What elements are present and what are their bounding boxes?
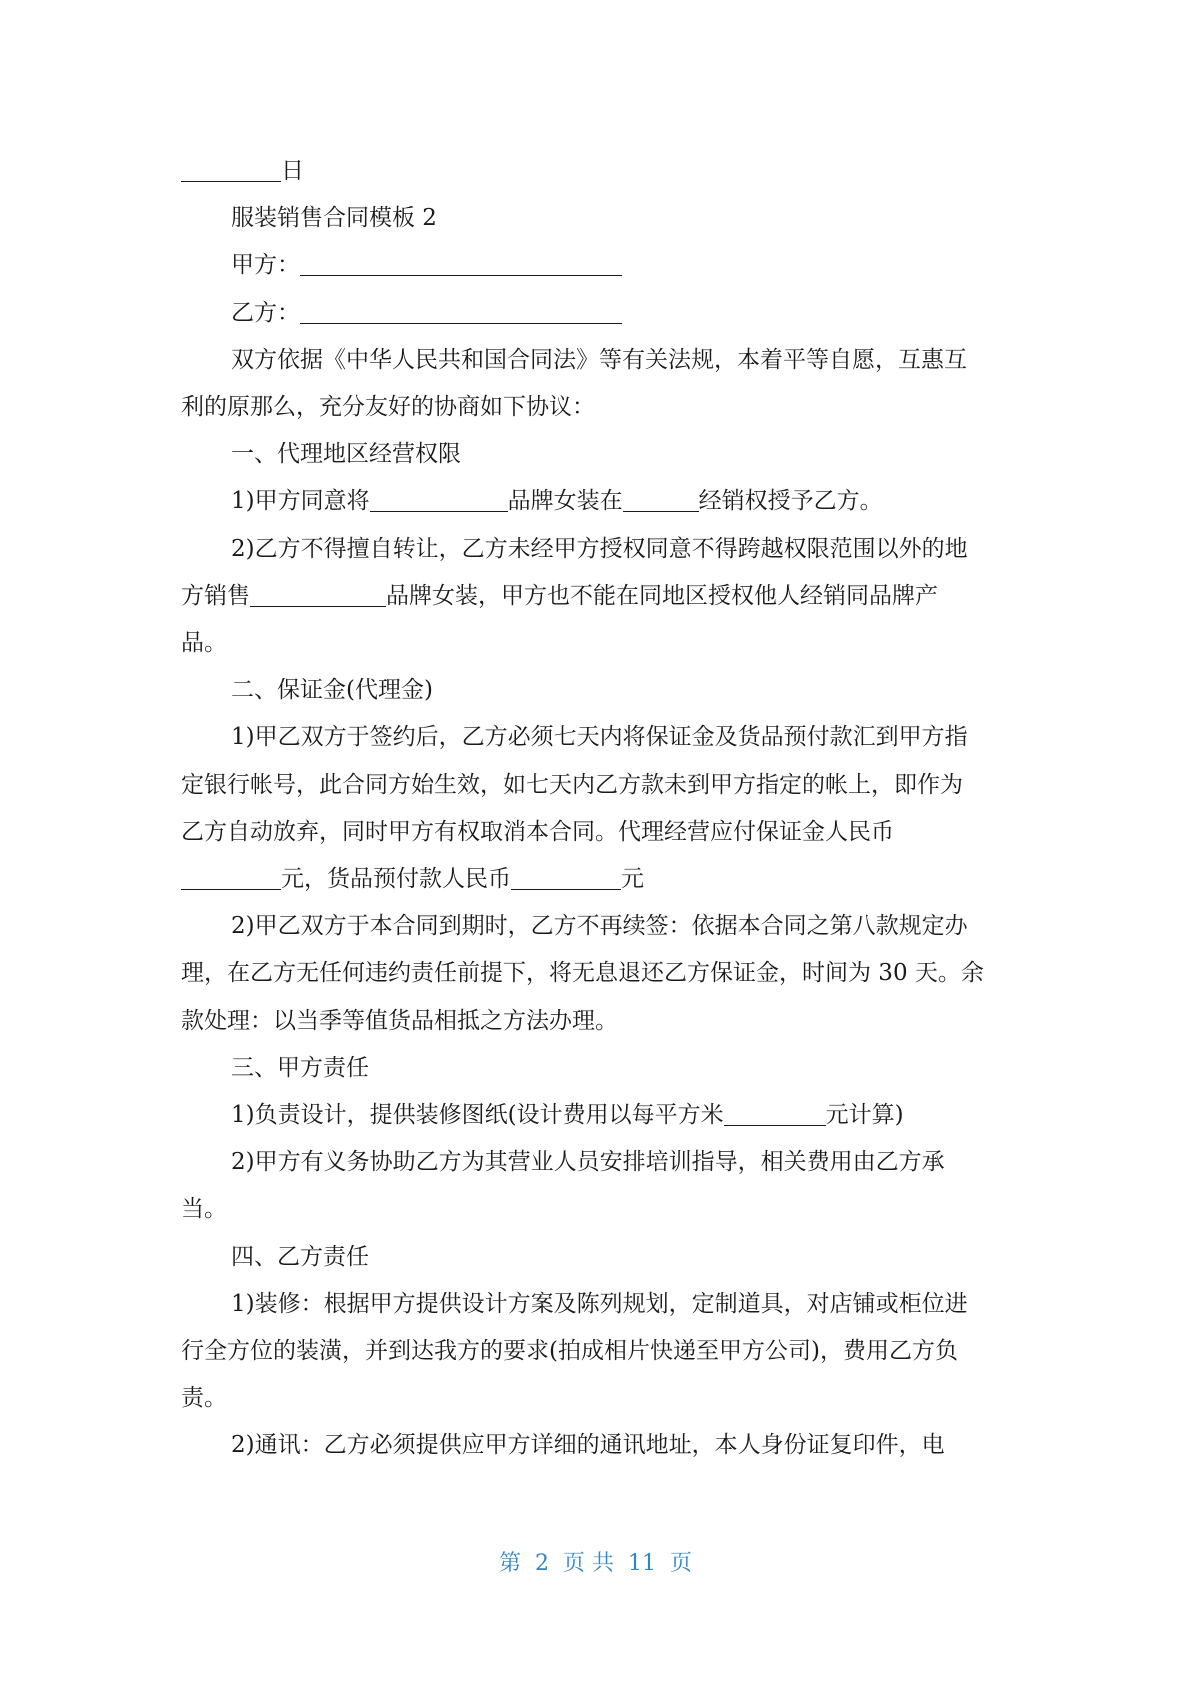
party-b-line: 乙方： xyxy=(181,290,1013,337)
section-1-heading: 一、代理地区经营权限 xyxy=(231,441,461,468)
section-2-clause-2-line-2: 理，在乙方无任何违约责任前提下，将无息退还乙方保证金，时间为 30 天。余 xyxy=(181,960,984,987)
party-a-line: 甲方： xyxy=(181,242,1013,289)
section-1-clause-2-line-2: 方销售 品牌女装，甲方也不能在同地区授权他人经销同品牌产 xyxy=(181,582,938,609)
intro-line-1: 双方依据《中华人民共和国合同法》等有关法规，本着平等自愿，互惠互 xyxy=(231,346,967,373)
date-line: 日 xyxy=(181,148,1013,195)
section-2-heading: 二、保证金(代理金) xyxy=(231,677,433,704)
section-2-clause-1-line-1: 1)甲乙双方于签约后，乙方必须七天内将保证金及货品预付款汇到甲方指 xyxy=(231,724,968,751)
date-blank xyxy=(181,159,281,182)
party-b-blank xyxy=(300,301,622,324)
document-title: 服装销售合同模板 2 xyxy=(231,205,437,232)
deposit-blank xyxy=(181,867,281,890)
brand-blank-2 xyxy=(250,584,386,607)
region-blank xyxy=(623,489,699,512)
party-a-blank xyxy=(300,253,622,276)
section-2-clause-2-line-1: 2)甲乙双方于本合同到期时，乙方不再续签：依据本合同之第八款规定办 xyxy=(231,913,968,940)
section-3-clause-2-line-2: 当。 xyxy=(181,1196,227,1223)
intro-line-2: 利的原那么，充分友好的协商如下协议： xyxy=(181,394,595,421)
section-2-clause-1-line-2: 定银行帐号，此合同方始生效，如七天内乙方款未到甲方指定的帐上，即作为 xyxy=(181,771,963,798)
section-4-clause-1-line-1: 1)装修：根据甲方提供设计方案及陈列规划，定制道具，对店铺或柜位进 xyxy=(231,1290,968,1317)
section-1-clause-2-line-1: 2)乙方不得擅自转让，乙方未经甲方授权同意不得跨越权限范围以外的地 xyxy=(231,535,968,562)
brand-blank xyxy=(370,489,508,512)
section-3-clause-2-line-1: 2)甲方有义务协助乙方为其营业人员安排培训指导，相关费用由乙方承 xyxy=(231,1149,945,1176)
section-4-clause-1-line-3: 责。 xyxy=(181,1385,227,1412)
design-fee-blank xyxy=(724,1103,826,1126)
section-4-clause-2-line-1: 2)通讯：乙方必须提供应甲方详细的通讯地址，本人身份证复印件，电 xyxy=(231,1432,945,1459)
section-2-clause-1-line-4: 元，货品预付款人民币 元 xyxy=(181,856,1013,903)
section-2-clause-2-line-3: 款处理：以当季等值货品相抵之方法办理。 xyxy=(181,1007,618,1034)
prepayment-blank xyxy=(511,867,621,890)
document-page xyxy=(181,148,1013,1470)
page-number-footer: 第 2 页 共 11 页 xyxy=(499,1551,692,1576)
section-1-clause-2-line-3: 品。 xyxy=(181,630,227,657)
section-3-heading: 三、甲方责任 xyxy=(231,1054,369,1081)
section-4-clause-1-line-2: 行全方位的装潢，并到达我方的要求(拍成相片快递至甲方公司)，费用乙方负 xyxy=(181,1338,958,1365)
section-4-heading: 四、乙方责任 xyxy=(231,1243,369,1270)
section-1-clause-1: 1)甲方同意将 品牌女装在 经销权授予乙方。 xyxy=(231,488,883,515)
section-3-clause-1: 1)负责设计，提供装修图纸(设计费用以每平方米 元计算) xyxy=(231,1102,904,1129)
section-2-clause-1-line-3: 乙方自动放弃，同时甲方有权取消本合同。代理经营应付保证金人民币 xyxy=(181,818,894,845)
